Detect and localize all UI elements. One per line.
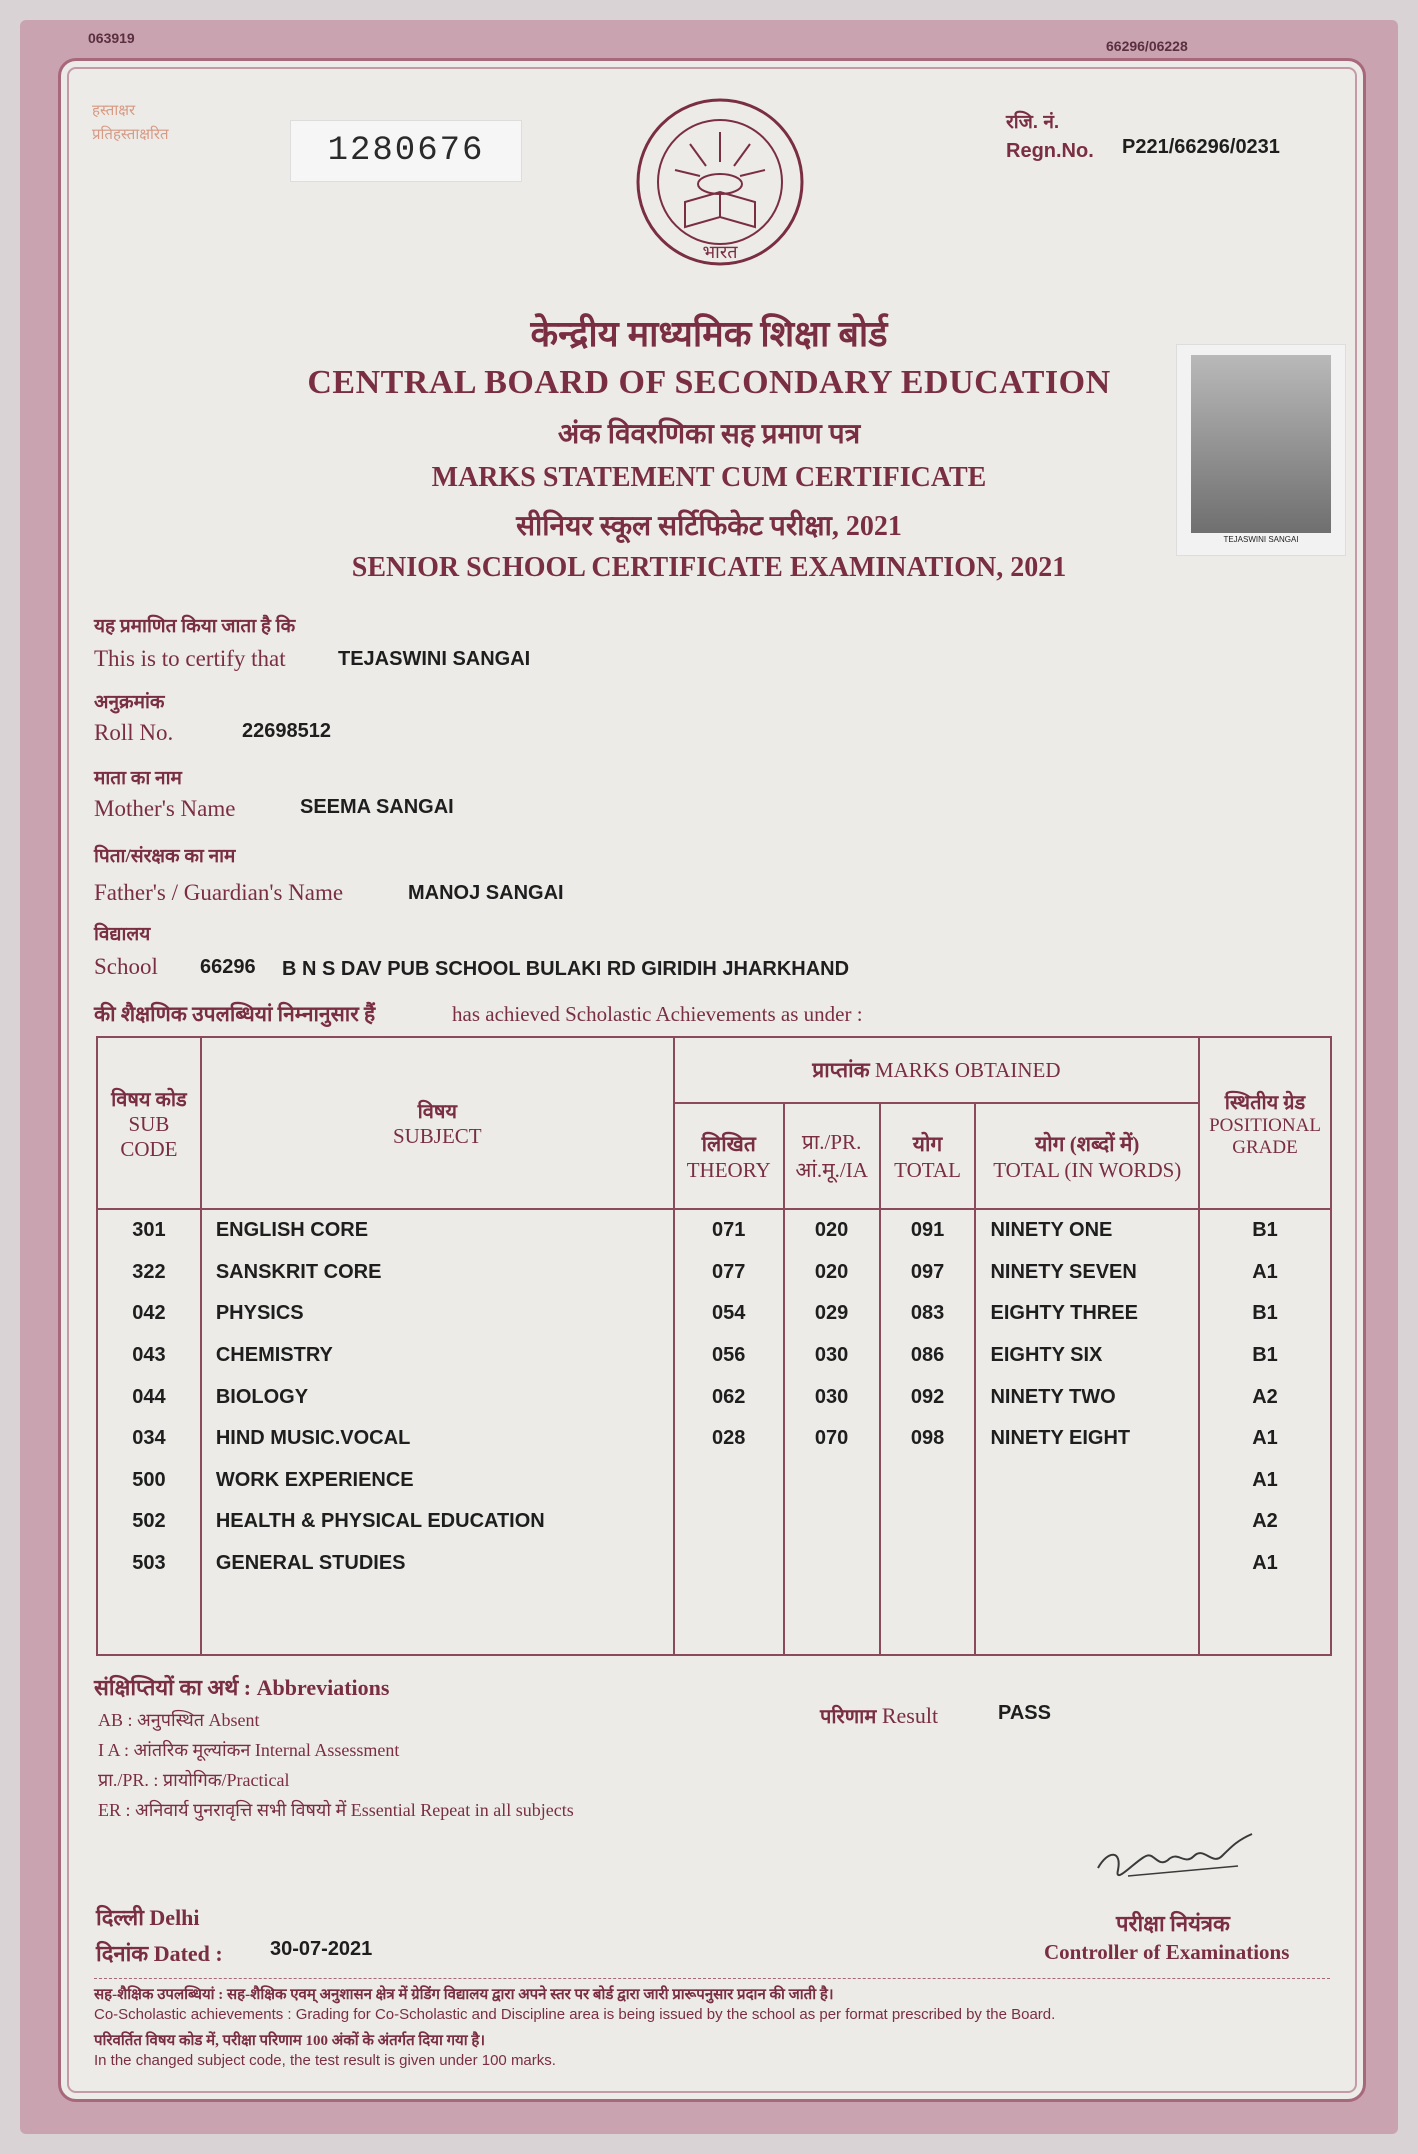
- header-theory: लिखित THEORY: [674, 1103, 784, 1209]
- cell-theory: 071: [674, 1209, 784, 1252]
- cell-subject: WORK EXPERIENCE: [201, 1460, 674, 1502]
- cell-grade: A1: [1199, 1252, 1331, 1294]
- result-label: परिणाम Result: [820, 1703, 939, 1728]
- dated-label: दिनांक Dated :: [96, 1941, 223, 1966]
- cell-theory: [674, 1543, 784, 1585]
- cell-code: 034: [97, 1418, 201, 1460]
- header-practical: प्रा./PR. आं.मू./IA: [784, 1103, 880, 1209]
- cell-subject: PHYSICS: [201, 1293, 674, 1335]
- header-subject: विषय SUBJECT: [201, 1037, 674, 1209]
- table-row: [97, 1418, 1331, 1460]
- certify-label-hindi: यह प्रमाणित किया जाता है कि: [94, 616, 296, 637]
- certify-label: This is to certify that: [94, 646, 286, 671]
- cell-grade: B1: [1199, 1209, 1331, 1252]
- marks-table: [96, 1036, 1332, 1656]
- dated-value: 30-07-2021: [270, 1938, 373, 1960]
- cell-theory: [674, 1501, 784, 1543]
- footer-line-1: Co-Scholastic achievements : Grading for Co-Scholastic and Discipline area is being issued by the school as per format prescribed by the Board.: [94, 2006, 1056, 2023]
- table-row: [97, 1501, 1331, 1543]
- cell-theory: 062: [674, 1376, 784, 1418]
- cell-code: 301: [97, 1209, 201, 1252]
- table-row: [97, 1376, 1331, 1418]
- cell-words: [975, 1543, 1199, 1585]
- serial-number: 1280676: [290, 120, 522, 182]
- cbse-emblem: [630, 92, 810, 282]
- cell-theory: 054: [674, 1293, 784, 1335]
- cell-grade: A1: [1199, 1418, 1331, 1460]
- cell-theory: 056: [674, 1335, 784, 1377]
- stamp-line-1: हस्ताक्षर: [92, 102, 136, 119]
- footer-divider: [94, 1978, 1330, 1979]
- roll-number: 22698512: [242, 720, 331, 742]
- footer-line-2-hindi: परिवर्तित विषय कोड में, परीक्षा परिणाम 100 अंकों के अंतर्गत दिया गया है।: [94, 2033, 486, 2049]
- roll-label: Roll No.: [94, 720, 174, 745]
- student-name: TEJASWINI SANGAI: [338, 648, 531, 670]
- student-photo: [1176, 344, 1346, 556]
- regn-number: P221/66296/0231: [1122, 136, 1280, 158]
- place: दिल्ली Delhi: [96, 1905, 200, 1930]
- cell-practical: [784, 1460, 880, 1502]
- roll-label-hindi: अनुक्रमांक: [94, 692, 165, 713]
- cell-words: NINETY EIGHT: [975, 1418, 1199, 1460]
- table-row: [97, 1543, 1331, 1585]
- exam-title: SENIOR SCHOOL CERTIFICATE EXAMINATION, 2021: [351, 552, 1067, 583]
- cell-total: 083: [880, 1293, 976, 1335]
- abbrev-line: AB : अनुपस्थित Absent: [98, 1710, 260, 1730]
- cell-grade: A2: [1199, 1376, 1331, 1418]
- stamp-line-2: प्रतिहस्ताक्षरित: [92, 126, 169, 143]
- school-label: School: [94, 954, 158, 979]
- cell-theory: 077: [674, 1252, 784, 1294]
- cell-words: EIGHTY SIX: [975, 1335, 1199, 1377]
- school-label-hindi: विद्यालय: [94, 924, 151, 945]
- controller-title: Controller of Examinations: [1044, 1940, 1290, 1964]
- cell-subject: HIND MUSIC.VOCAL: [201, 1418, 674, 1460]
- table-row: [97, 1335, 1331, 1377]
- abbrev-line: ER : अनिवार्य पुनरावृत्ति सभी विषयो में Essential Repeat in all subjects: [98, 1800, 574, 1820]
- cell-code: 322: [97, 1252, 201, 1294]
- header-marks-obtained: प्राप्तांक MARKS OBTAINED: [674, 1037, 1199, 1103]
- cell-grade: B1: [1199, 1335, 1331, 1377]
- cell-total: 092: [880, 1376, 976, 1418]
- cell-practical: 030: [784, 1376, 880, 1418]
- board-name-hindi: केन्द्रीय माध्यमिक शिक्षा बोर्ड: [530, 314, 888, 354]
- cell-subject: BIOLOGY: [201, 1376, 674, 1418]
- cell-code: 503: [97, 1543, 201, 1585]
- school-code: 66296: [200, 956, 256, 978]
- doc-title-hindi: अंक विवरणिका सह प्रमाण पत्र: [557, 419, 861, 450]
- cell-grade: A1: [1199, 1543, 1331, 1585]
- cell-practical: 020: [784, 1252, 880, 1294]
- cell-total: 097: [880, 1252, 976, 1294]
- cell-subject: GENERAL STUDIES: [201, 1543, 674, 1585]
- father-label: Father's / Guardian's Name: [94, 880, 344, 905]
- cell-words: NINETY SEVEN: [975, 1252, 1199, 1294]
- achieve-label: has achieved Scholastic Achievements as under :: [452, 1002, 863, 1026]
- cell-practical: 030: [784, 1335, 880, 1377]
- cell-subject: ENGLISH CORE: [201, 1209, 674, 1252]
- corner-number-left: 063919: [88, 30, 135, 46]
- abbrev-line: प्रा./PR. : प्रायोगिक/Practical: [98, 1770, 290, 1790]
- cell-total: [880, 1501, 976, 1543]
- cell-subject: CHEMISTRY: [201, 1335, 674, 1377]
- cell-words: EIGHTY THREE: [975, 1293, 1199, 1335]
- cell-practical: [784, 1501, 880, 1543]
- cell-code: 043: [97, 1335, 201, 1377]
- cell-grade: A2: [1199, 1501, 1331, 1543]
- cell-theory: 028: [674, 1418, 784, 1460]
- cell-theory: [674, 1460, 784, 1502]
- regn-label-hi: रजि. नं.: [1006, 112, 1060, 133]
- cell-words: [975, 1460, 1199, 1502]
- mother-label: Mother's Name: [94, 796, 236, 821]
- cell-words: NINETY ONE: [975, 1209, 1199, 1252]
- cell-practical: 070: [784, 1418, 880, 1460]
- cell-words: [975, 1501, 1199, 1543]
- cell-practical: [784, 1543, 880, 1585]
- doc-title: MARKS STATEMENT CUM CERTIFICATE: [431, 462, 987, 493]
- header-total-words: योग (शब्दों में) TOTAL (IN WORDS): [975, 1103, 1199, 1209]
- cell-total: 091: [880, 1209, 976, 1252]
- abbrev-line: I A : आंतरिक मूल्यांकन Internal Assessment: [98, 1740, 400, 1760]
- cell-code: 502: [97, 1501, 201, 1543]
- abbrev-title: संक्षिप्तियों का अर्थ : Abbreviations: [94, 1675, 390, 1700]
- cell-total: [880, 1460, 976, 1502]
- school-name: B N S DAV PUB SCHOOL BULAKI RD GIRIDIH JHARKHAND: [282, 958, 850, 980]
- header-sub-code: विषय कोड SUB CODE: [97, 1037, 201, 1209]
- header-total: योग TOTAL: [880, 1103, 976, 1209]
- cell-total: [880, 1543, 976, 1585]
- cell-code: 044: [97, 1376, 201, 1418]
- result-value: PASS: [998, 1702, 1051, 1724]
- table-row: [97, 1293, 1331, 1335]
- mother-label-hindi: माता का नाम: [94, 768, 182, 789]
- achieve-label-hindi: की शैक्षणिक उपलब्धियां निम्नानुसार हैं: [94, 1002, 376, 1026]
- cell-subject: HEALTH & PHYSICAL EDUCATION: [201, 1501, 674, 1543]
- emblem-text: भारत: [702, 242, 738, 262]
- father-label-hindi: पिता/संरक्षक का नाम: [94, 846, 236, 867]
- cell-words: NINETY TWO: [975, 1376, 1199, 1418]
- exam-title-hindi: सीनियर स्कूल सर्टिफिकेट परीक्षा, 2021: [516, 511, 902, 542]
- table-row: [97, 1460, 1331, 1502]
- footer-line-2: In the changed subject code, the test result is given under 100 marks.: [94, 2052, 556, 2069]
- footer-line-1-hindi: सह-शैक्षिक उपलब्धियां : सह-शैक्षिक एवम् अनुशासन क्षेत्र में ग्रेडिंग विद्यालय द्वारा अपने स्तर पर बोर्ड द्वारा जारी प्रारूपनुसार प्रदान की जाती है।: [94, 1987, 834, 2003]
- cell-practical: 020: [784, 1209, 880, 1252]
- corner-number-right: 66296/06228: [1106, 38, 1188, 54]
- cell-code: 500: [97, 1460, 201, 1502]
- cell-subject: SANSKRIT CORE: [201, 1252, 674, 1294]
- cell-practical: 029: [784, 1293, 880, 1335]
- cell-grade: A1: [1199, 1460, 1331, 1502]
- table-row: [97, 1252, 1331, 1294]
- controller-title-hindi: परीक्षा नियंत्रक: [1116, 1911, 1230, 1936]
- header-grade: स्थितीय ग्रेड POSITIONAL GRADE: [1199, 1037, 1331, 1209]
- mother-name: SEEMA SANGAI: [300, 796, 454, 818]
- board-name: CENTRAL BOARD OF SECONDARY EDUCATION: [307, 364, 1111, 401]
- cell-code: 042: [97, 1293, 201, 1335]
- controller-signature: [1088, 1820, 1268, 1890]
- cell-total: 098: [880, 1418, 976, 1460]
- table-row-empty: [97, 1584, 1331, 1655]
- cell-total: 086: [880, 1335, 976, 1377]
- photo-caption: TEJASWINI SANGAI: [1223, 535, 1299, 544]
- table-row: [97, 1209, 1331, 1252]
- cell-grade: B1: [1199, 1293, 1331, 1335]
- father-name: MANOJ SANGAI: [408, 882, 564, 904]
- regn-label-en: Regn.No.: [1006, 140, 1094, 162]
